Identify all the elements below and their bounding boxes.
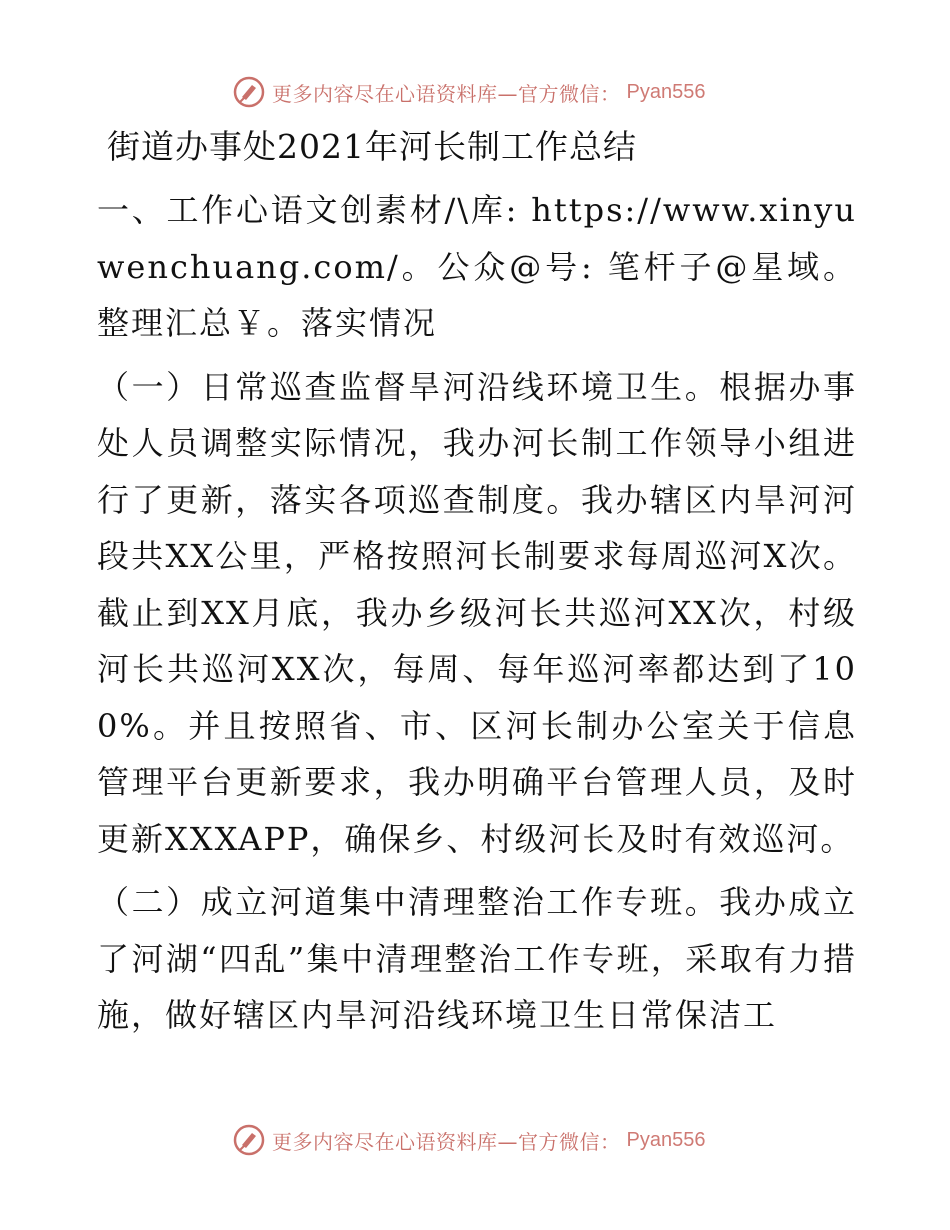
watermark-text: 更多内容尽在心语资料库—官方微信： <box>272 1129 621 1154</box>
paragraph-2: （一）日常巡查监督旱河沿线环境卫生。根据办事处人员调整实际情况，我办河长制工作领导小组进行了更新，落实各项巡查制度。我办辖区内旱河河段共XX公里，严格按照河长制要求每周巡河X次。截止到XX月底，我办乡级河长共巡河XX次，村级河长共巡河XX次，每周、每年巡河率都达到了100%。并且按照省、市、区河长制办公室关于信息管理平台更新要求，我办明确平台管理人员，及时更新XXXAPP，确保乡、村级河长及时有效巡河。 <box>97 367 857 858</box>
brand-logo-icon <box>232 75 266 109</box>
paragraph-3: （二）成立河道集中清理整治工作专班。我办成立了河湖“四乱”集中清理整治工作专班，采取有力措施，做好辖区内旱河沿线环境卫生日常保洁工 <box>97 883 857 1034</box>
paragraph-1: 一、工作心语文创素材/\库: https://www.xinyuwenchuang.com/。公众@号: 笔杆子@星域。整理汇总￥。落实情况 <box>97 191 857 342</box>
watermark-text: 更多内容尽在心语资料库—官方微信： <box>272 81 621 106</box>
header-watermark <box>232 72 705 112</box>
document-title: 街道办事处2021年河长制工作总结 <box>107 127 637 166</box>
brand-logo-icon <box>232 1123 266 1157</box>
watermark-wechat-id: Pyan556 <box>626 80 706 103</box>
footer-watermark <box>232 1120 705 1160</box>
watermark-wechat-id: Pyan556 <box>626 1128 706 1151</box>
document-body <box>97 122 857 1051</box>
